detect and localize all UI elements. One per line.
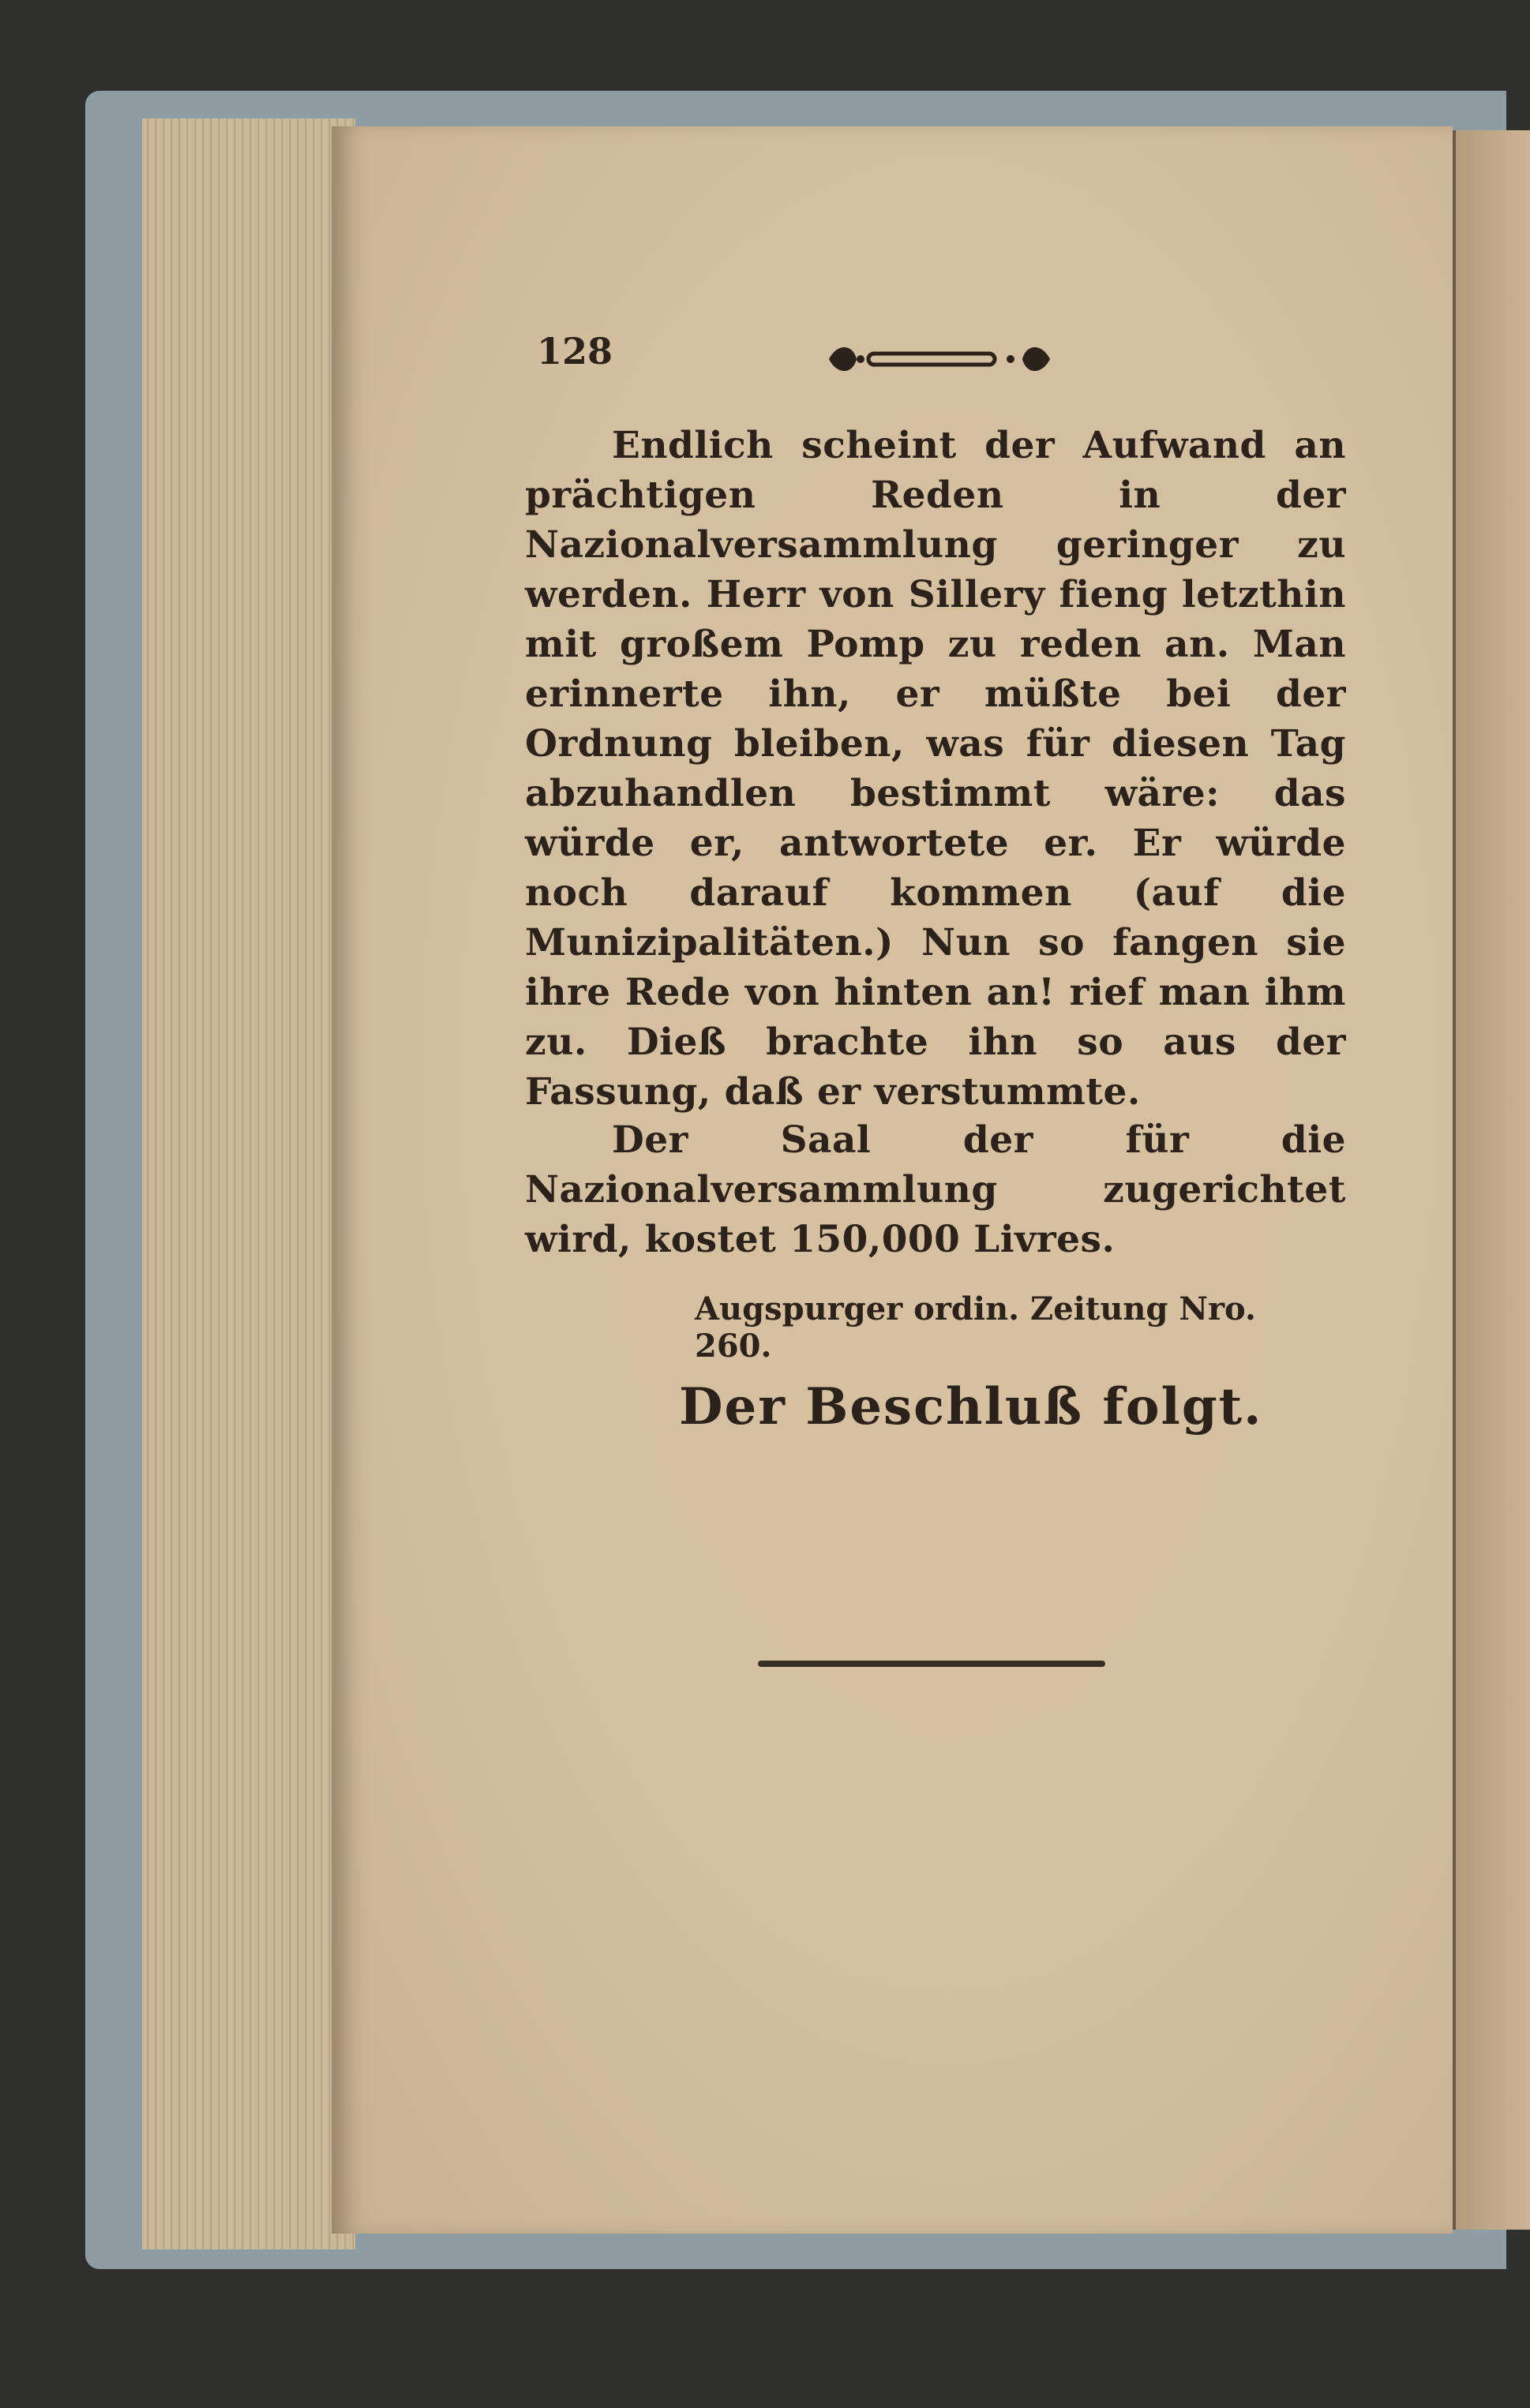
paragraph-saal: Der Saal der für die Nazionalversammlung zugerichtet wird, kostet 150,000 Livres. xyxy=(525,1118,1346,1261)
page-edges xyxy=(142,118,355,2249)
facing-page-edge xyxy=(1453,130,1530,2230)
source-citation: Augspurger ordin. Zeitung Nro. 260. xyxy=(695,1290,1256,1365)
end-rule xyxy=(758,1661,1105,1667)
paragraph-sillery: Endlich scheint der Aufwand an prächtigen Reden in der Nazionalversammlung geringer zu werden. Herr von Sillery fieng letzthin mit großem Pomp zu reden an. Man erinnerte ihn, er müßte bei der Ordnung bleiben, was für diesen Tag abzuhandlen bestimmt wäre: das würde er, antwortete er. Er würde noch darauf kommen (auf die Munizipalitäten.) Nun so fangen sie ihre Rede von hinten an! rief man ihm zu. Dieß brachte ihn so aus der Fassung, daß er verstummte. xyxy=(525,424,1346,1114)
page-number: 128 xyxy=(537,330,613,373)
decorative-flourish-icon xyxy=(821,339,1058,379)
continued-notice: Der Beschluß folgt. xyxy=(679,1377,1263,1436)
